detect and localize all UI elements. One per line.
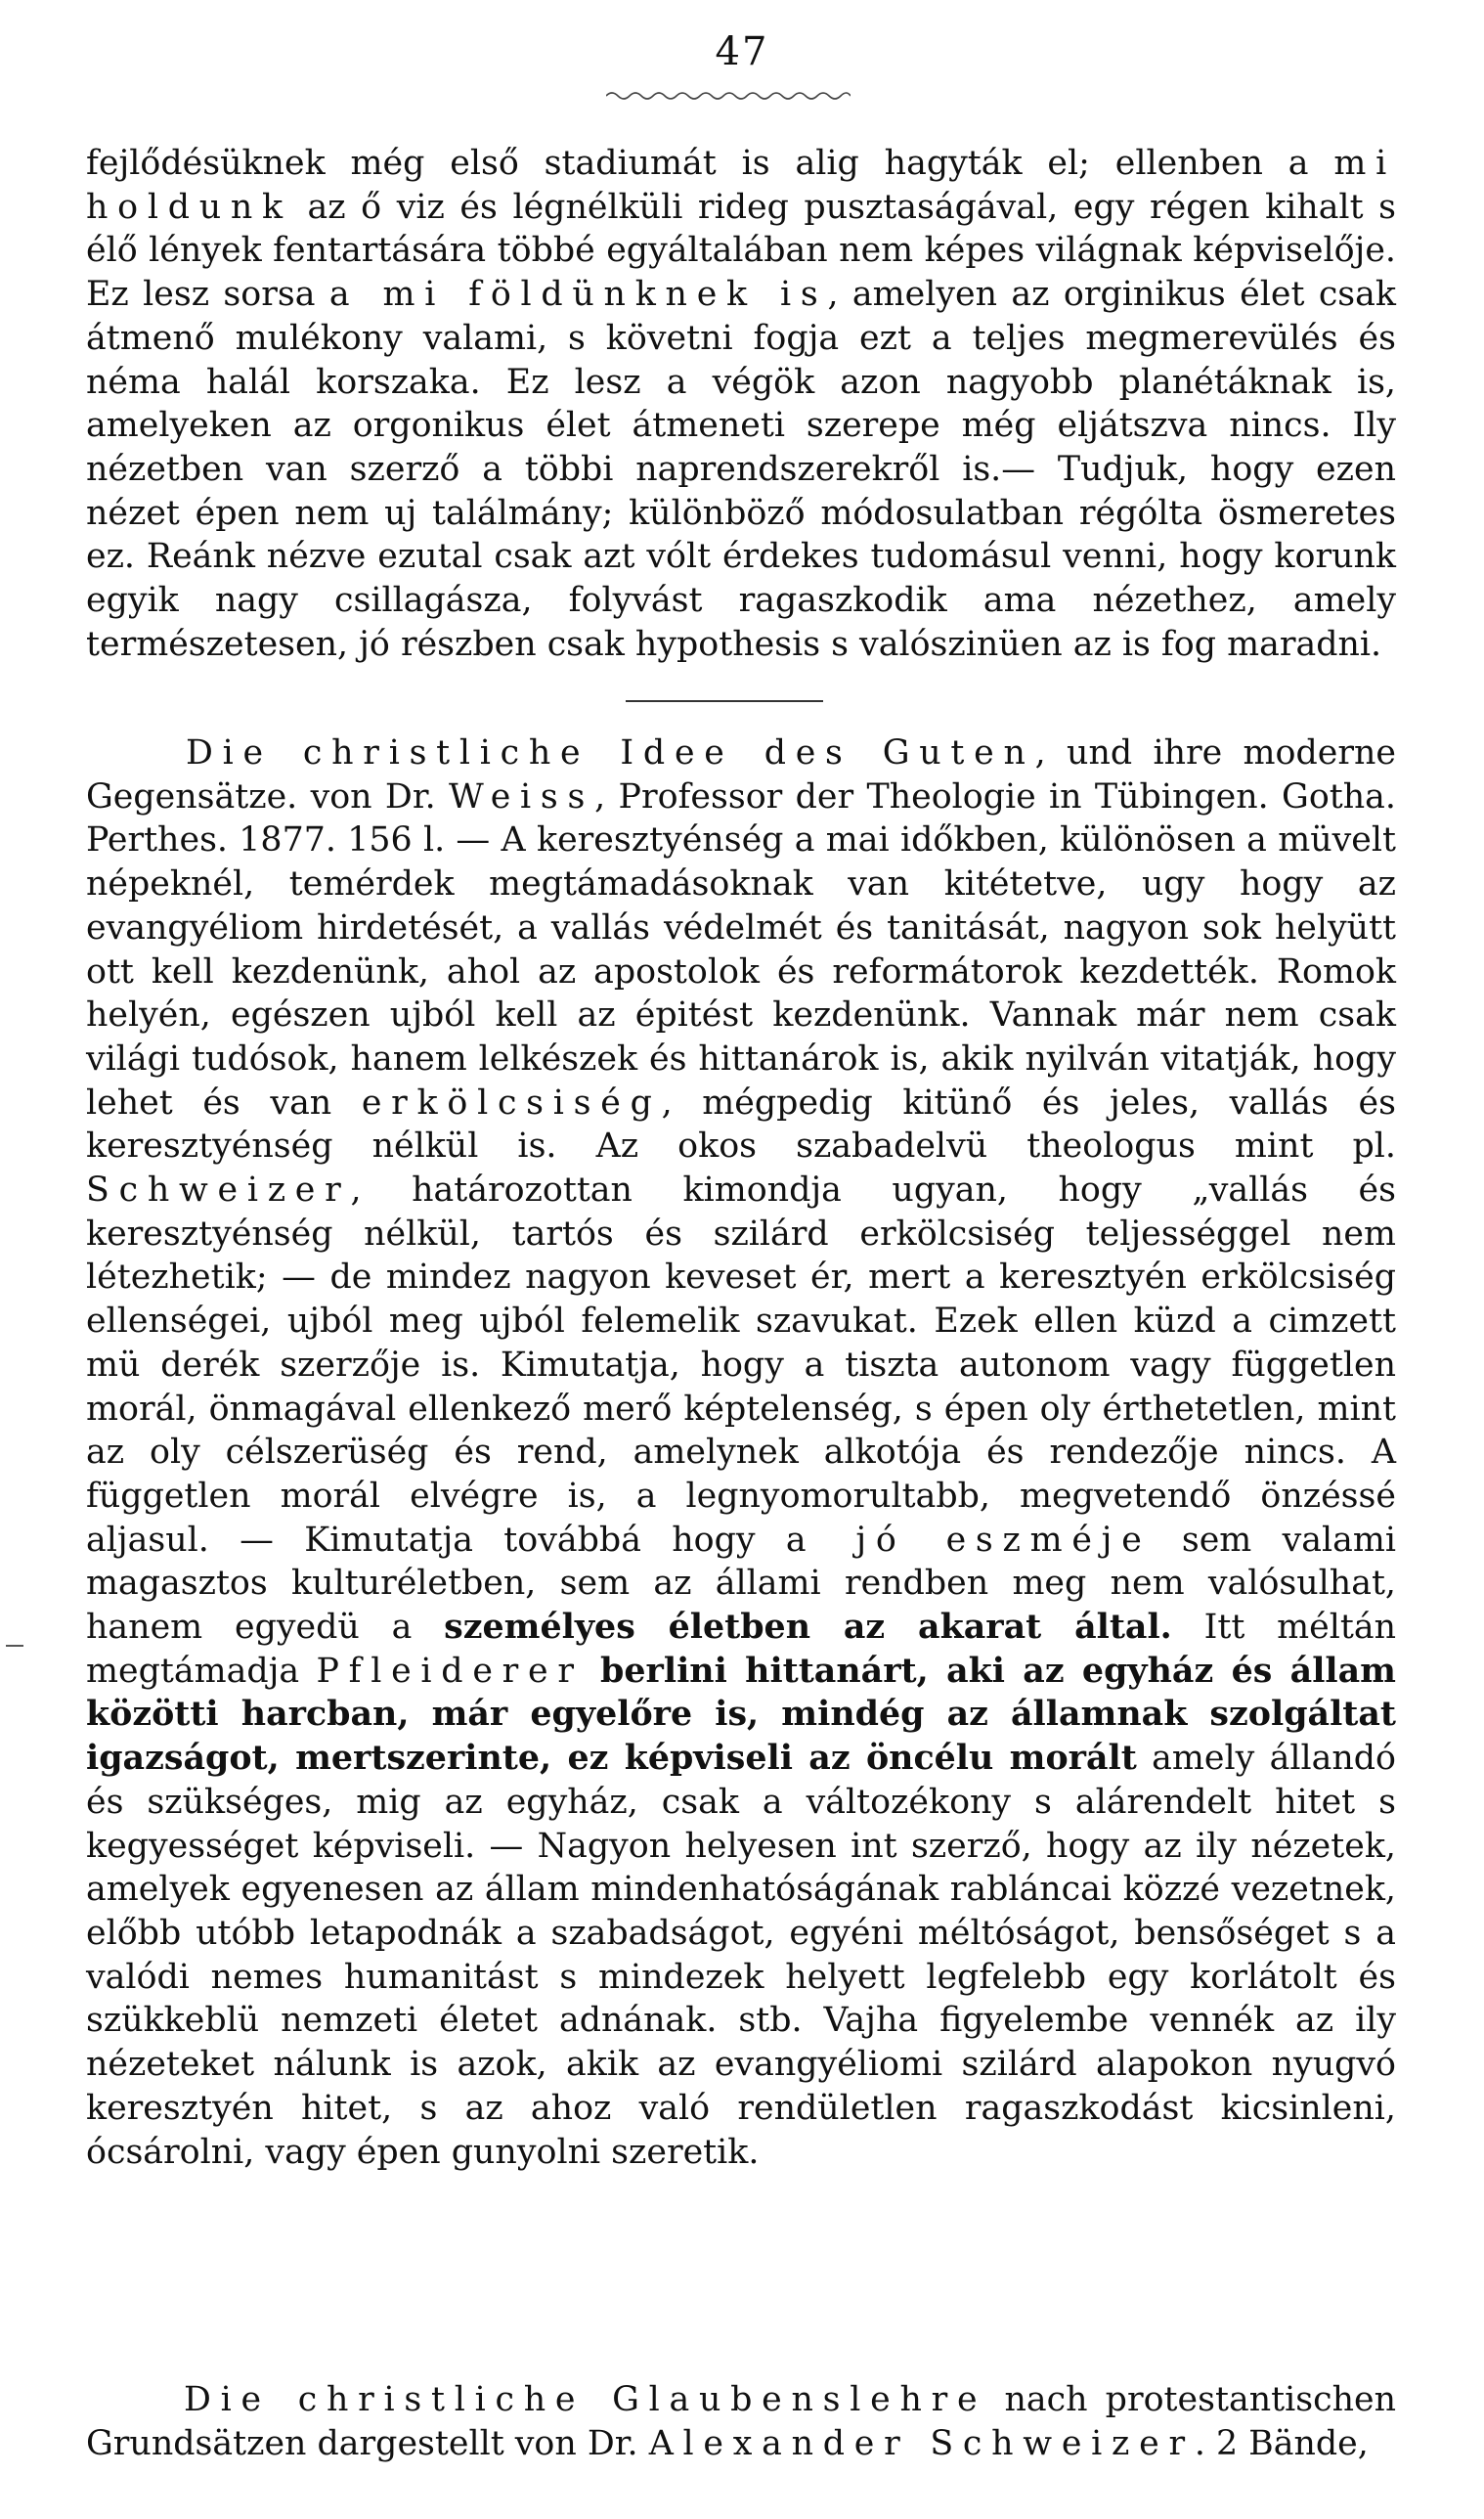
- author-name: Alexander Schweizer: [648, 2423, 1195, 2463]
- author-name: Weiss: [449, 776, 595, 817]
- emphasis-text: a mi földünknek is: [328, 275, 828, 315]
- emphasis-text: a jó eszméje: [785, 1520, 1152, 1560]
- book-title: Die christliche Idee des Guten: [186, 733, 1035, 773]
- paragraph-text: fejlődésüknek még első stadiumát is alig hagyták el; ellenben a mi holdunk az ő viz és légnélküli rideg pusztaságával, egy régen kihalt s élő lények fentartására többé egyáltalában nem képes világnak képviselője. Ez lesz sorsa a mi földünknek is, amelyen az orginikus élet csak átmenő mulékony valami, s követni fogja ezt a teljes megmerevülés és néma halál korszaka. Ez lesz a végök azon nagyobb planétáknak is, amelyeken az orgonikus élet átmeneti szerepe még eljátszva nincs. Ily nézetben van szerző a többi naprendszerekről is.— Tudjuk, hogy ezen nézet épen nem uj találmány; különböző módosulatban régólta ösmeretes ez. Reánk nézve ezutal csak azt vólt érdekes tudomásul venni, hogy korunk egyik nagy csillagásza, folyvást ragaszkodik ama nézethez, amely természetesen, jó részben csak hypothesis s valószinüen az is fog maradni.: [86, 144, 1396, 664]
- page-number: 47: [715, 29, 769, 74]
- book-title: Die christliche Glaubenslehre: [184, 2380, 987, 2419]
- paragraph-astronomy-review: [86, 142, 1396, 666]
- decorative-wavy-rule: [606, 86, 851, 104]
- emphasis-text: erkölcsiség: [361, 1083, 662, 1123]
- paragraph-text: Die christliche Idee des Guten, und ihre moderne Gegensätze. von Dr. Weiss, Professor der Theologie in Tübingen. Gotha. Perthes. 1877. 156 l. — A keresztyénség a mai időkben, különösen a müvelt népeknél, temérdek megtámadásoknak van kitétetve, ugy hogy az evangyéliom hirdetését, a vallás védelmét és tanitását, nagyon sok helyütt ott kell kezdenünk, ahol az apostolok és reformátorok kezdették. Romok helyén, egészen ujból kell az épitést kezdenünk. Vannak már nem csak világi tudósok, hanem lelkészek és hittanárok is, akik nyilván vitatják, hogy lehet és van erkölcsiség, mégpedig kitünő és jeles, vallás és keresztyénség nélkül is. Az okos szabadelvü theologus mint pl. Schweizer, határozottan kimondja ugyan, hogy „vallás és keresztyénség nélkül, tartós és szilárd erkölcsiség teljességgel nem létezhetik; — de mindez nagyon keveset ér, mert a keresztyén erkölcsiség ellenségei, ujból meg ujból felemelik szavukat. Ezek ellen küzd a cimzett mü derék szerzője is. Kimutatja, hogy a tiszta autonom vagy független morál, önmagával ellenkező merő képtelenség, s épen oly érthetetlen, mint az oly célszerüség és rend, amelynek alkotója és rendezője nincs. A független morál elvégre is, a legnyomorultabb, megvetendő önzéssé aljasul. — Kimutatja továbbá hogy a jó eszméje sem valami magasztos kulturéletben, sem az állami rendben meg nem valósulhat, hanem egyedü a személyes életben az akarat által. Itt méltán megtámadja Pfleiderer berlini hittanárt, aki az egyház és állam közötti harcban, már egyelőre is, mindég az államnak szolgáltat igazságot, mertszerinte, ez képviseli az öncélu morált amely állandó és szükséges, mig az egyház, csak a változékony s alárendelt hitet s kegyességet képviseli. — Nagyon helyesen int szerző, hogy az ily nézetek, amelyek egyenesen az állam mindenhatóságának rabláncai közzé vezetnek, előbb utóbb letapodnák a szabadságot, egyéni méltóságot, bensőséget s a valódi nemes humanitást s mindezek helyett legfelebb egy korlátolt és szükkeblü nemzeti életet adnának. stb. Vajha figyelembe vennék az ily nézeteket nálunk is azok, akik az evangyéliomi szilárd alapokon nyugvó keresztyén hitet, s az ahoz való rendületlen ragaszkodást kicsinleni, ócsárolni, vagy épen gunyolni szeretik.: [86, 733, 1397, 2172]
- paragraph-schweizer-review: [86, 2378, 1396, 2465]
- paragraph-text: Die christliche Glaubenslehre nach protestantischen Grundsätzen dargestellt von Dr. Alexander Schweizer. 2 Bände,: [86, 2380, 1396, 2463]
- emphasis-text: személyes életben az akarat által.: [444, 1607, 1172, 1648]
- emphasis-text: mi holdunk: [86, 144, 1396, 227]
- emphasis-text: Pfleiderer: [316, 1651, 584, 1691]
- emphasis-text: Schweizer: [86, 1171, 351, 1211]
- emphasis-text: berlini hittanárt, aki az egyház és állam közötti harcban, már egyelőre is, mindég az államnak szolgáltat igazságot, mertszerinte, ez képviseli az öncélu morált: [86, 1650, 1396, 1779]
- section-divider: [626, 700, 823, 702]
- margin-mark: [6, 1645, 23, 1647]
- paragraph-weiss-review: [86, 731, 1396, 2174]
